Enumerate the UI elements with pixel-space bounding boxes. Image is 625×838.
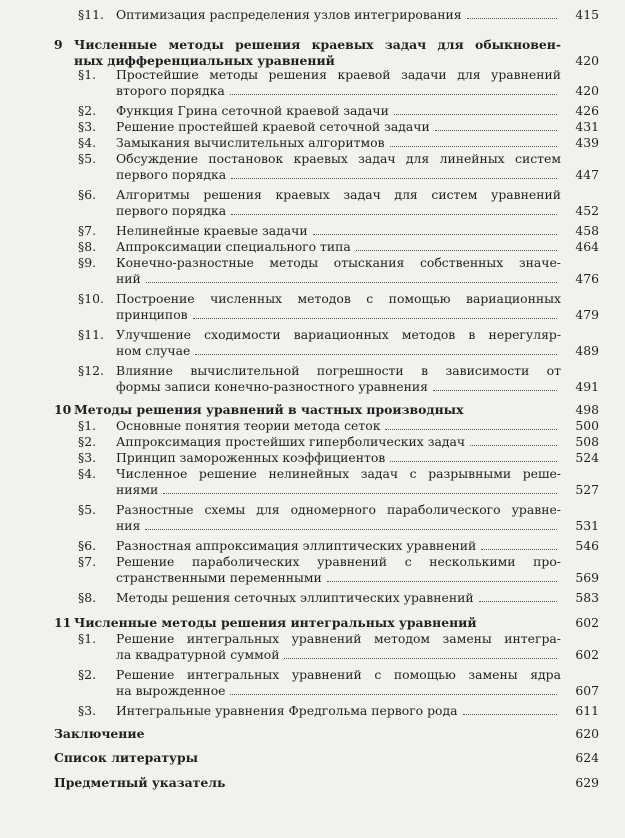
toc-title-last-line: странственными переменными [116,570,561,586]
toc-section [54,291,599,322]
toc-section [54,434,599,450]
toc-section [54,151,599,182]
toc-title-line: Конечно-разностные методы отыскания собственных значе- [116,255,561,270]
section-number: §1. [78,418,97,433]
toc-title-line: Решение интегральных уравнений с помощью замены ядра [116,667,561,682]
toc-title-last-line: Предметный указатель [54,775,226,790]
toc-title-line: Простейшие методы решения краевой задачи для уравнений [116,67,561,82]
dot-leader [284,658,557,659]
toc-section [54,119,599,135]
section-number: §7. [78,554,97,569]
dot-leader [327,581,557,582]
section-number: §3. [78,119,97,134]
page-number: 546 [575,538,599,553]
toc-section [54,450,599,466]
page-number: 583 [575,590,599,605]
toc-title-last-line: ний [116,271,561,287]
page-number: 458 [575,223,599,238]
page-number: 508 [575,434,599,449]
page-number: 527 [575,481,599,497]
dot-leader [385,429,557,430]
toc-title-last-line: Нелинейные краевые задачи [116,223,561,239]
toc-title-last-line: Замыкания вычислительных алгоритмов [116,135,561,151]
dot-leader [313,234,557,235]
page-number: 420 [575,82,599,98]
toc-title-last-line: второго порядка [116,83,561,99]
page-number: 431 [575,119,599,134]
toc-title-last-line: формы записи конечно-разностного уравнения [116,379,561,395]
section-number: §10. [78,291,104,306]
section-number: §5. [78,151,97,166]
section-number: §2. [78,667,97,682]
page-number: 464 [575,239,599,254]
section-number: §7. [78,223,97,238]
toc-title-last-line: Основные понятия теории метода сеток [116,418,561,434]
dot-leader [390,146,557,147]
toc-title-last-line: принципов [116,307,561,323]
toc-section [54,590,599,606]
toc-section [54,327,599,358]
toc-section [54,239,599,255]
page-number: 439 [575,135,599,150]
section-number: §12. [78,363,104,378]
page-number: 611 [575,703,599,718]
page-number: 476 [575,270,599,286]
section-number: §4. [78,135,97,150]
toc-title-last-line: Методы решения уравнений в частных производных [74,402,464,417]
toc-title-last-line: ном случае [116,343,561,359]
toc-entry [54,726,599,742]
toc-section [54,554,599,585]
dot-leader [394,114,557,115]
toc-section [54,703,599,719]
dot-leader [433,390,557,391]
toc-section [54,538,599,554]
toc-title-last-line: Решение простейшей краевой сеточной задачи [116,119,561,135]
toc-title-last-line: Методы решения сеточных эллиптических уравнений [116,590,561,606]
dot-leader [463,714,558,715]
toc-chapter [54,37,599,68]
chapter-number: 10 [54,402,72,417]
page-number: 447 [575,166,599,182]
toc-title-last-line: Оптимизация распределения узлов интегрирования [116,7,561,23]
toc-chapter [54,615,599,631]
section-number: §6. [78,187,97,202]
dot-leader [231,178,557,179]
dot-leader [163,493,557,494]
page-number: 569 [575,569,599,585]
dot-leader [146,282,557,283]
toc-entry [54,750,599,766]
page-number: 491 [575,378,599,394]
toc-section [54,67,599,98]
toc-title-last-line: Список литературы [54,750,199,765]
page-number: 629 [575,775,599,790]
page-number: 602 [575,615,599,630]
section-number: §1. [78,631,97,646]
toc-title-line: Решение параболических уравнений с несколькими про- [116,554,561,569]
page-number: 426 [575,103,599,118]
section-number: §8. [78,590,97,605]
toc-title-last-line: ных дифференциальных уравнений [74,52,335,68]
page-number: 531 [575,517,599,533]
toc-section [54,502,599,533]
section-number: §8. [78,239,97,254]
chapter-number: 11 [54,615,72,630]
page-number: 479 [575,306,599,322]
toc-title-line: Влияние вычислительной погрешности в зависимости от [116,363,561,378]
toc-section [54,103,599,119]
toc-section [54,255,599,286]
page-number: 607 [575,682,599,698]
page-number: 620 [575,726,599,741]
page-number: 498 [575,402,599,417]
toc-title-line: Решение интегральных уравнений методом замены интегра- [116,631,561,646]
dot-leader [435,130,557,131]
toc-section [54,135,599,151]
page-number: 489 [575,342,599,358]
toc-title-last-line: первого порядка [116,167,561,183]
toc-title-line: Численное решение нелинейных задач с разрывными реше- [116,466,561,481]
dot-leader [390,461,557,462]
section-number: §2. [78,434,97,449]
toc-section [54,667,599,698]
toc-title-last-line: Интегральные уравнения Фредгольма первого рода [116,703,561,719]
toc-title-last-line: Функция Грина сеточной краевой задачи [116,103,561,119]
dot-leader [356,250,557,251]
toc-section [54,631,599,662]
section-number: §9. [78,255,97,270]
toc-section [54,363,599,394]
page-number: 420 [575,52,599,68]
toc-title-last-line: первого порядка [116,203,561,219]
toc-title-line: Разностные схемы для одномерного параболического уравне- [116,502,561,517]
dot-leader [230,694,557,695]
section-number: §3. [78,450,97,465]
dot-leader [231,214,557,215]
dot-leader [145,529,557,530]
dot-leader [481,549,557,550]
section-number: §3. [78,703,97,718]
dot-leader [479,601,557,602]
section-number: §6. [78,538,97,553]
toc-title-last-line: ниями [116,482,561,498]
toc-title-last-line: Заключение [54,726,145,741]
toc-section [54,7,599,23]
toc-title-last-line: Принцип замороженных коэффициентов [116,450,561,466]
section-number: §5. [78,502,97,517]
page-number: 500 [575,418,599,433]
dot-leader [195,354,557,355]
section-number: §4. [78,466,97,481]
page-number: 415 [575,7,599,22]
toc-section [54,418,599,434]
dot-leader [230,94,557,95]
section-number: §11. [78,7,104,22]
toc-title-last-line: Аппроксимации специального типа [116,239,561,255]
section-number: §11. [78,327,104,342]
toc-title-line: Обсуждение постановок краевых задач для линейных систем [116,151,561,166]
toc-title-last-line: ния [116,518,561,534]
toc-title-last-line: ла квадратурной суммой [116,647,561,663]
toc-title-last-line: Аппроксимация простейших гиперболических задач [116,434,561,450]
toc-entry [54,775,599,791]
toc-section [54,223,599,239]
page-number: 602 [575,646,599,662]
toc-title-last-line: Численные методы решения интегральных уравнений [74,615,477,630]
toc-section [54,466,599,497]
page-number: 524 [575,450,599,465]
section-number: §2. [78,103,97,118]
toc-chapter [54,402,599,418]
dot-leader [470,445,557,446]
toc-title-last-line: Разностная аппроксимация эллиптических уравнений [116,538,561,554]
page-number: 452 [575,202,599,218]
dot-leader [467,18,557,19]
toc-title-line: Численные методы решения краевых задач для обыкновен- [74,37,561,52]
dot-leader [193,318,557,319]
page-number: 624 [575,750,599,765]
toc-title-line: Алгоритмы решения краевых задач для систем уравнений [116,187,561,202]
chapter-number: 9 [54,37,63,52]
toc-title-last-line: на вырожденное [116,683,561,699]
toc-section [54,187,599,218]
toc-title-line: Построение численных методов с помощью вариационных [116,291,561,306]
toc-title-line: Улучшение сходимости вариационных методов в нерегуляр- [116,327,561,342]
section-number: §1. [78,67,97,82]
